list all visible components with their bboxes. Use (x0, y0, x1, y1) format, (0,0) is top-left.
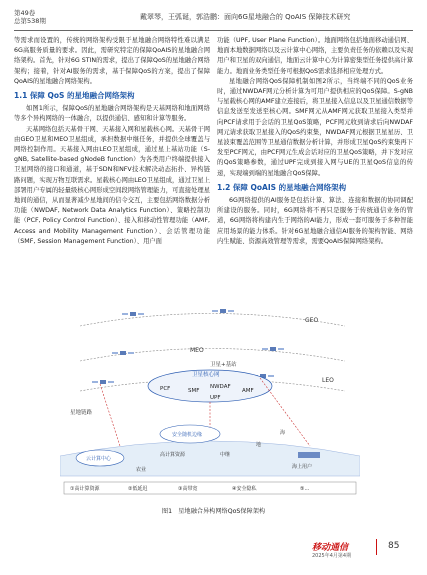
ship-icon (298, 452, 320, 458)
header-issue: 第49卷 (14, 9, 36, 17)
sat-link-label: 星地链路 (70, 410, 93, 416)
left-paragraph-2: 如图1所示，保障QoS的星地融合网络架构是天基网络和地面网络等多个异构网络的一体融合，以提供通信、感知和计算等服务。 (14, 105, 210, 123)
s-gnb-label: 卫星+基站 (210, 362, 237, 368)
link-line (100, 384, 120, 446)
leo-label: LEO (322, 377, 334, 384)
legend-item-3: ③高带宽 (178, 486, 198, 492)
sea-user-label: 海上用户 (292, 464, 313, 470)
hub-label: 中继 (220, 452, 231, 458)
sea-label: 海 (280, 430, 286, 436)
figure-legend (64, 482, 356, 494)
right-paragraph-1: 功能（UPF, User Plane Function）。地面网络包括地面移动通信网、地面本地数据网络以及云计算中心网络，主要负责任务的依赖以及实现用户和卫星的双向通信，地面云计算中心为计算密集型任务提供高计算能力。地面业务类型任务可根据QoS需求选择相应处理方式。 (217, 37, 413, 75)
left-column (14, 36, 210, 247)
section-heading-1-2: 1.2 保障 QoAIS 的星地融合网络架构 (217, 182, 347, 192)
meo-orbit (80, 349, 345, 362)
header-total: 总第538期 (14, 17, 46, 25)
legend-item-4: ④安全隐私 (232, 486, 257, 492)
right-column (217, 36, 413, 247)
journal-logo: 移动通信 (312, 543, 349, 553)
meo-label: MEO (190, 347, 204, 354)
geo-label: GEO (305, 317, 319, 324)
header-rule (14, 30, 413, 31)
right-paragraph-3: 6G网络提供的AI服务是包括计算、算法、连接和数据的协同调配所建设的服务。同时，6G网络将不再只是服务于传统通信业务的管道，6G网络将构建内生于网络的AI能力，形成一套可服务于多种智能应用场景的能力体系。针对6G星地融合通信AI服务的架构智能、网络内生赋能、资源高效管理等需求，需要QoAIS保障网络架构。 (217, 197, 413, 245)
legend-item-5: ⑤... (300, 486, 310, 492)
amf-label: AMF (242, 388, 254, 394)
ai-edge-label: 安全随机边缘 (172, 432, 203, 438)
legend-item-1: ①高计算资源 (70, 486, 100, 492)
base-label: 地 (256, 442, 262, 448)
nwdaf-label: NWDAF (210, 384, 231, 390)
footer-bar (376, 539, 377, 555)
smart-label: 农业 (136, 467, 147, 473)
satellite-core-label: 卫星核心网 (192, 372, 220, 378)
left-paragraph-1: 等需求而设置的，传统的网络架构受限于星地融合网络特性难以满足6G高服务质量的要求。因此，需研究特定的保障QoAIS的星地融合网络架构。首先，针对6G STIN的需求，提出了保障QoS的星地融合网络架构；接着，针对AI服务的需求，基于保障QoS的方案，提出了保障QoAIS的星地融合网络架构。 (14, 37, 210, 85)
header-issue-block (14, 9, 46, 25)
legend-item-2: ②低延迟 (128, 486, 148, 492)
page-number: 85 (388, 541, 400, 551)
section-heading-1-1: 1.1 保障 QoS 的星地融合网络架构 (14, 91, 135, 101)
network-architecture-figure (60, 306, 360, 498)
left-paragraph-3: 天基网络包括天基骨干网、天基接入网和星载核心网。天基骨干网由GEO卫星和MEO卫星组成，承担数据中继任务，并提供全球覆盖与网络控制作用。天基接入网由LEO卫星组成，通过星上基站功能（S-gNB, Satellite-based gNodeB function）为各类用户终端提供接入卫星网络的接口和通道，基于SDN和NFV技术解决动态拓扑、异构链路问题，实现万物互联需求。星载核心网由LEO卫星组成，通过卫星上部署用户专属的轻量级核心网形成空间段网络管理能力，可直接处理星地间的通信，从而显著减少星地间的信令交互，主要包括网络数据分析功能（NWDAF, Network Data Analytics Function）、策略控制功能（PCF, Policy Control Function）、接入和移动性管理功能（AMF, Access and Mobility Management Function）、会话管理功能（SMF, Session Management Function）、用户面 (14, 125, 210, 245)
high-comp-label: 高计算资源 (160, 452, 186, 458)
right-paragraph-2: 星地融合网络QoS保障机制如图2所示，当终端不同的QoS业务时，通过NWDAF网元分析计算为可用户提供相应的QoS保障。S-gNB与星载核心网的AMF建立连接后，将卫星接入信息以及卫星通信数据等信息发送至发送至核心网。SMF网元从AMF网元获取卫星接入类型并向PCF请求用于会话的卫星QoS策略，PCF网元收到请求后向NWDAF网元请求获取卫星接入的QoS约束集，NWDAF网元根据卫星星历、卫星波束覆盖范围等卫星通信数据分析计算，并形成卫星QoS约束集再下发至PCF网元，由PCF网元生成会话对应的卫星QoS策略，并下发对应的QoS策略参数，通过UPF完成到接入网与UE的卫星QoS信息的传递，实现端到端的星地融合QoS保障。 (217, 77, 413, 177)
pcf-label: PCF (160, 386, 171, 392)
upf-label: UPF (210, 395, 221, 401)
running-title: 戴翠琴，王弧诞，郭浩鹏：面向6G星地融合的 QoAIS 保障技术研究 (140, 13, 351, 21)
journal-date: 2025年4月第4期 (312, 553, 352, 559)
smf-label: SMF (188, 388, 200, 394)
figure-caption: 图1 星地融合异构网络QoS保障架构 (161, 508, 266, 515)
cloud-center-label: 云计算中心 (86, 456, 112, 462)
